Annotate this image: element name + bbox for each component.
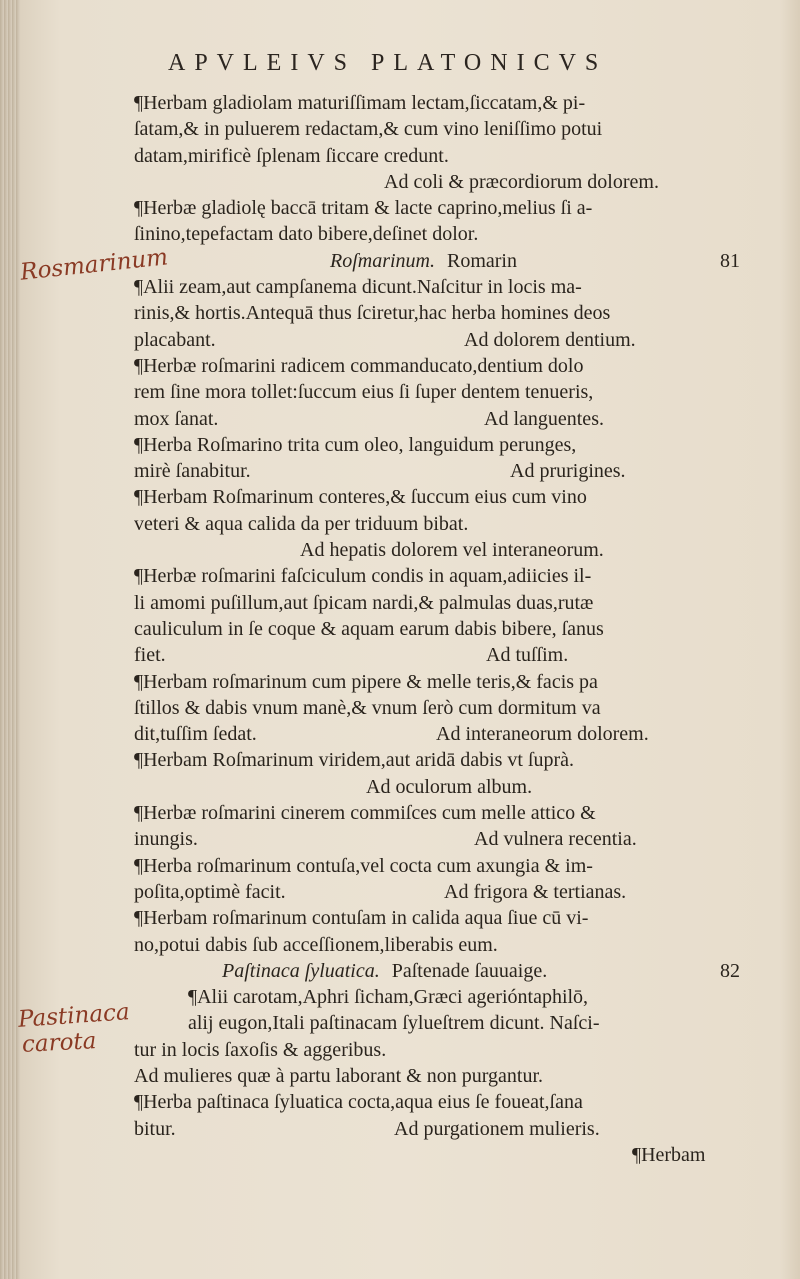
text-line	[134, 379, 754, 405]
text-line	[134, 274, 754, 300]
text-line	[134, 669, 754, 695]
chapter-number: 82	[720, 959, 740, 982]
text-line	[134, 826, 754, 852]
text-line	[134, 905, 754, 931]
line-text: ¶Herbæ roſmarini cinerem commiſces cum melle attico &	[134, 802, 596, 825]
line-text: placabant.	[134, 328, 216, 351]
text-line	[134, 221, 754, 247]
text-line	[134, 747, 754, 773]
text-line	[134, 616, 754, 642]
section-heading: Ad oculorum album.	[366, 775, 533, 798]
line-text: ¶Herba roſmarinum contuſa,vel cocta cum axungia & im-	[134, 854, 593, 877]
line-text: inungis.	[134, 828, 198, 851]
text-line	[134, 1089, 754, 1115]
chapter-number: 81	[720, 249, 740, 272]
text-block	[134, 90, 754, 1168]
text-line	[134, 406, 754, 432]
text-line	[134, 1010, 754, 1036]
line-text: fiet.	[134, 644, 166, 667]
line-text: bitur.	[134, 1117, 176, 1140]
margin-note-pastinaca: Pastinaca	[17, 999, 131, 1033]
text-line	[134, 932, 754, 958]
line-text: ¶Herbam roſmarinum cum pipere & melle teris,& facis pa	[134, 670, 598, 693]
text-line	[134, 90, 754, 116]
text-line	[134, 721, 754, 747]
text-line	[134, 327, 754, 353]
line-text: rem ſine mora tollet:ſuccum eius ſi ſuper dentem tenueris,	[134, 381, 594, 404]
chapter-latin-name: Paſtinaca ſyluatica.	[222, 959, 380, 982]
line-text: alij eugon,Itali paſtinacam ſylueſtrem dicunt. Naſci-	[188, 1012, 600, 1035]
text-line	[134, 1037, 754, 1063]
line-text: no,potui dabis ſub acceſſionem,liberabis eum.	[134, 933, 498, 956]
text-line	[134, 458, 754, 484]
section-heading: Ad dolorem dentium.	[464, 328, 636, 351]
line-text: ¶Herbam roſmarinum contuſam in calida aqua ſiue cū vi-	[134, 907, 589, 930]
text-line	[134, 511, 754, 537]
chapter-latin-name: Roſmarinum.	[330, 249, 435, 272]
section-heading: ¶Herbam	[632, 1143, 706, 1166]
line-text: dit,tuſſim ſedat.	[134, 723, 257, 746]
line-text: ¶Herbæ roſmarini radicem commanducato,dentium dolo	[134, 354, 584, 377]
section-heading: Ad languentes.	[484, 407, 604, 430]
text-line	[134, 537, 754, 563]
line-text: ¶Herbæ roſmarini faſciculum condis in aquam,adiicies il-	[134, 565, 592, 588]
section-heading: Ad purgationem mulieris.	[394, 1117, 600, 1140]
line-text: ſtillos & dabis vnum manè,& vnum ſerò cum dormitum va	[134, 696, 601, 719]
running-head: APVLEIVS PLATONICVS	[168, 50, 608, 76]
chapter-title	[222, 958, 547, 984]
text-line	[134, 879, 754, 905]
section-heading: Ad frigora & tertianas.	[444, 880, 627, 903]
text-line	[134, 695, 754, 721]
line-text: mirè ſanabitur.	[134, 460, 251, 483]
line-text: datam,mirificè ſplenam ſiccare credunt.	[134, 144, 449, 167]
line-text: ¶Herba Roſmarino trita cum oleo, languidum perunges,	[134, 433, 577, 456]
text-line	[134, 1142, 754, 1168]
text-line	[134, 143, 754, 169]
chapter-vernacular-name: Romarin	[447, 249, 517, 272]
line-text: tur in locis ſaxoſis & aggeribus.	[134, 1038, 387, 1061]
text-line	[134, 300, 754, 326]
section-heading: Ad prurigines.	[510, 460, 626, 483]
section-heading: Ad interaneorum dolorem.	[436, 723, 649, 746]
text-line	[134, 590, 754, 616]
line-text: ſatam,& in puluerem redactam,& cum vino leniſſimo potui	[134, 118, 603, 141]
text-line	[134, 642, 754, 668]
text-line	[134, 353, 754, 379]
line-text: poſita,optimè facit.	[134, 880, 286, 903]
line-text: ¶Herbæ gladiolę baccā tritam & lacte caprino,melius ſi a-	[134, 197, 593, 220]
line-text: ſinino,tepefactam dato bibere,deſinet dolor.	[134, 223, 479, 246]
line-text: mox ſanat.	[134, 407, 219, 430]
text-line	[134, 774, 754, 800]
line-text: ¶Herba paſtinaca ſyluatica cocta,aqua eius ſe foueat,ſana	[134, 1091, 583, 1114]
line-text: ¶Herbam Roſmarinum conteres,& ſuccum eius cum vino	[134, 486, 587, 509]
text-line	[134, 195, 754, 221]
section-heading: Ad tuſſim.	[486, 644, 569, 667]
text-line	[134, 432, 754, 458]
text-line	[134, 984, 754, 1010]
line-text: Ad mulieres quæ à partu laborant & non purgantur.	[134, 1064, 543, 1087]
section-heading: Ad hepatis dolorem vel interaneorum.	[300, 539, 604, 562]
margin-note-rosmarinum: Rosmarinum	[19, 244, 170, 286]
text-line	[134, 484, 754, 510]
text-line	[134, 563, 754, 589]
line-text: ¶Alii zeam,aut campſanema dicunt.Naſcitur in locis ma-	[134, 276, 582, 299]
text-line	[134, 248, 754, 274]
line-text: ¶Alii carotam,Aphri ſicham,Græci agerióntaphilō,	[188, 986, 589, 1009]
chapter-title	[330, 248, 517, 274]
text-line	[134, 1116, 754, 1142]
line-text: rinis,& hortis.Antequā thus ſciretur,hac herba homines deos	[134, 302, 611, 325]
line-text: ¶Herbam Roſmarinum viridem,aut aridā dabis vt ſuprà.	[134, 749, 575, 772]
text-line	[134, 958, 754, 984]
section-heading: Ad vulnera recentia.	[474, 828, 637, 851]
chapter-vernacular-name: Paſtenade ſauuaige.	[391, 959, 548, 982]
text-line	[134, 853, 754, 879]
margin-note-carota: carota	[21, 1028, 98, 1058]
text-line	[134, 116, 754, 142]
page-gutter	[0, 0, 20, 1279]
line-text: ¶Herbam gladiolam maturiſſimam lectam,ſiccatam,& pi-	[134, 92, 586, 114]
section-heading: Ad coli & præcordiorum dolorem.	[384, 170, 659, 193]
text-line	[134, 169, 754, 195]
line-text: veteri & aqua calida da per triduum bibat.	[134, 512, 469, 535]
text-line	[134, 1063, 754, 1089]
text-line	[134, 800, 754, 826]
line-text: li amomi puſillum,aut ſpicam nardi,& palmulas duas,rutæ	[134, 591, 594, 614]
line-text: cauliculum in ſe coque & aquam earum dabis bibere, ſanus	[134, 617, 604, 640]
